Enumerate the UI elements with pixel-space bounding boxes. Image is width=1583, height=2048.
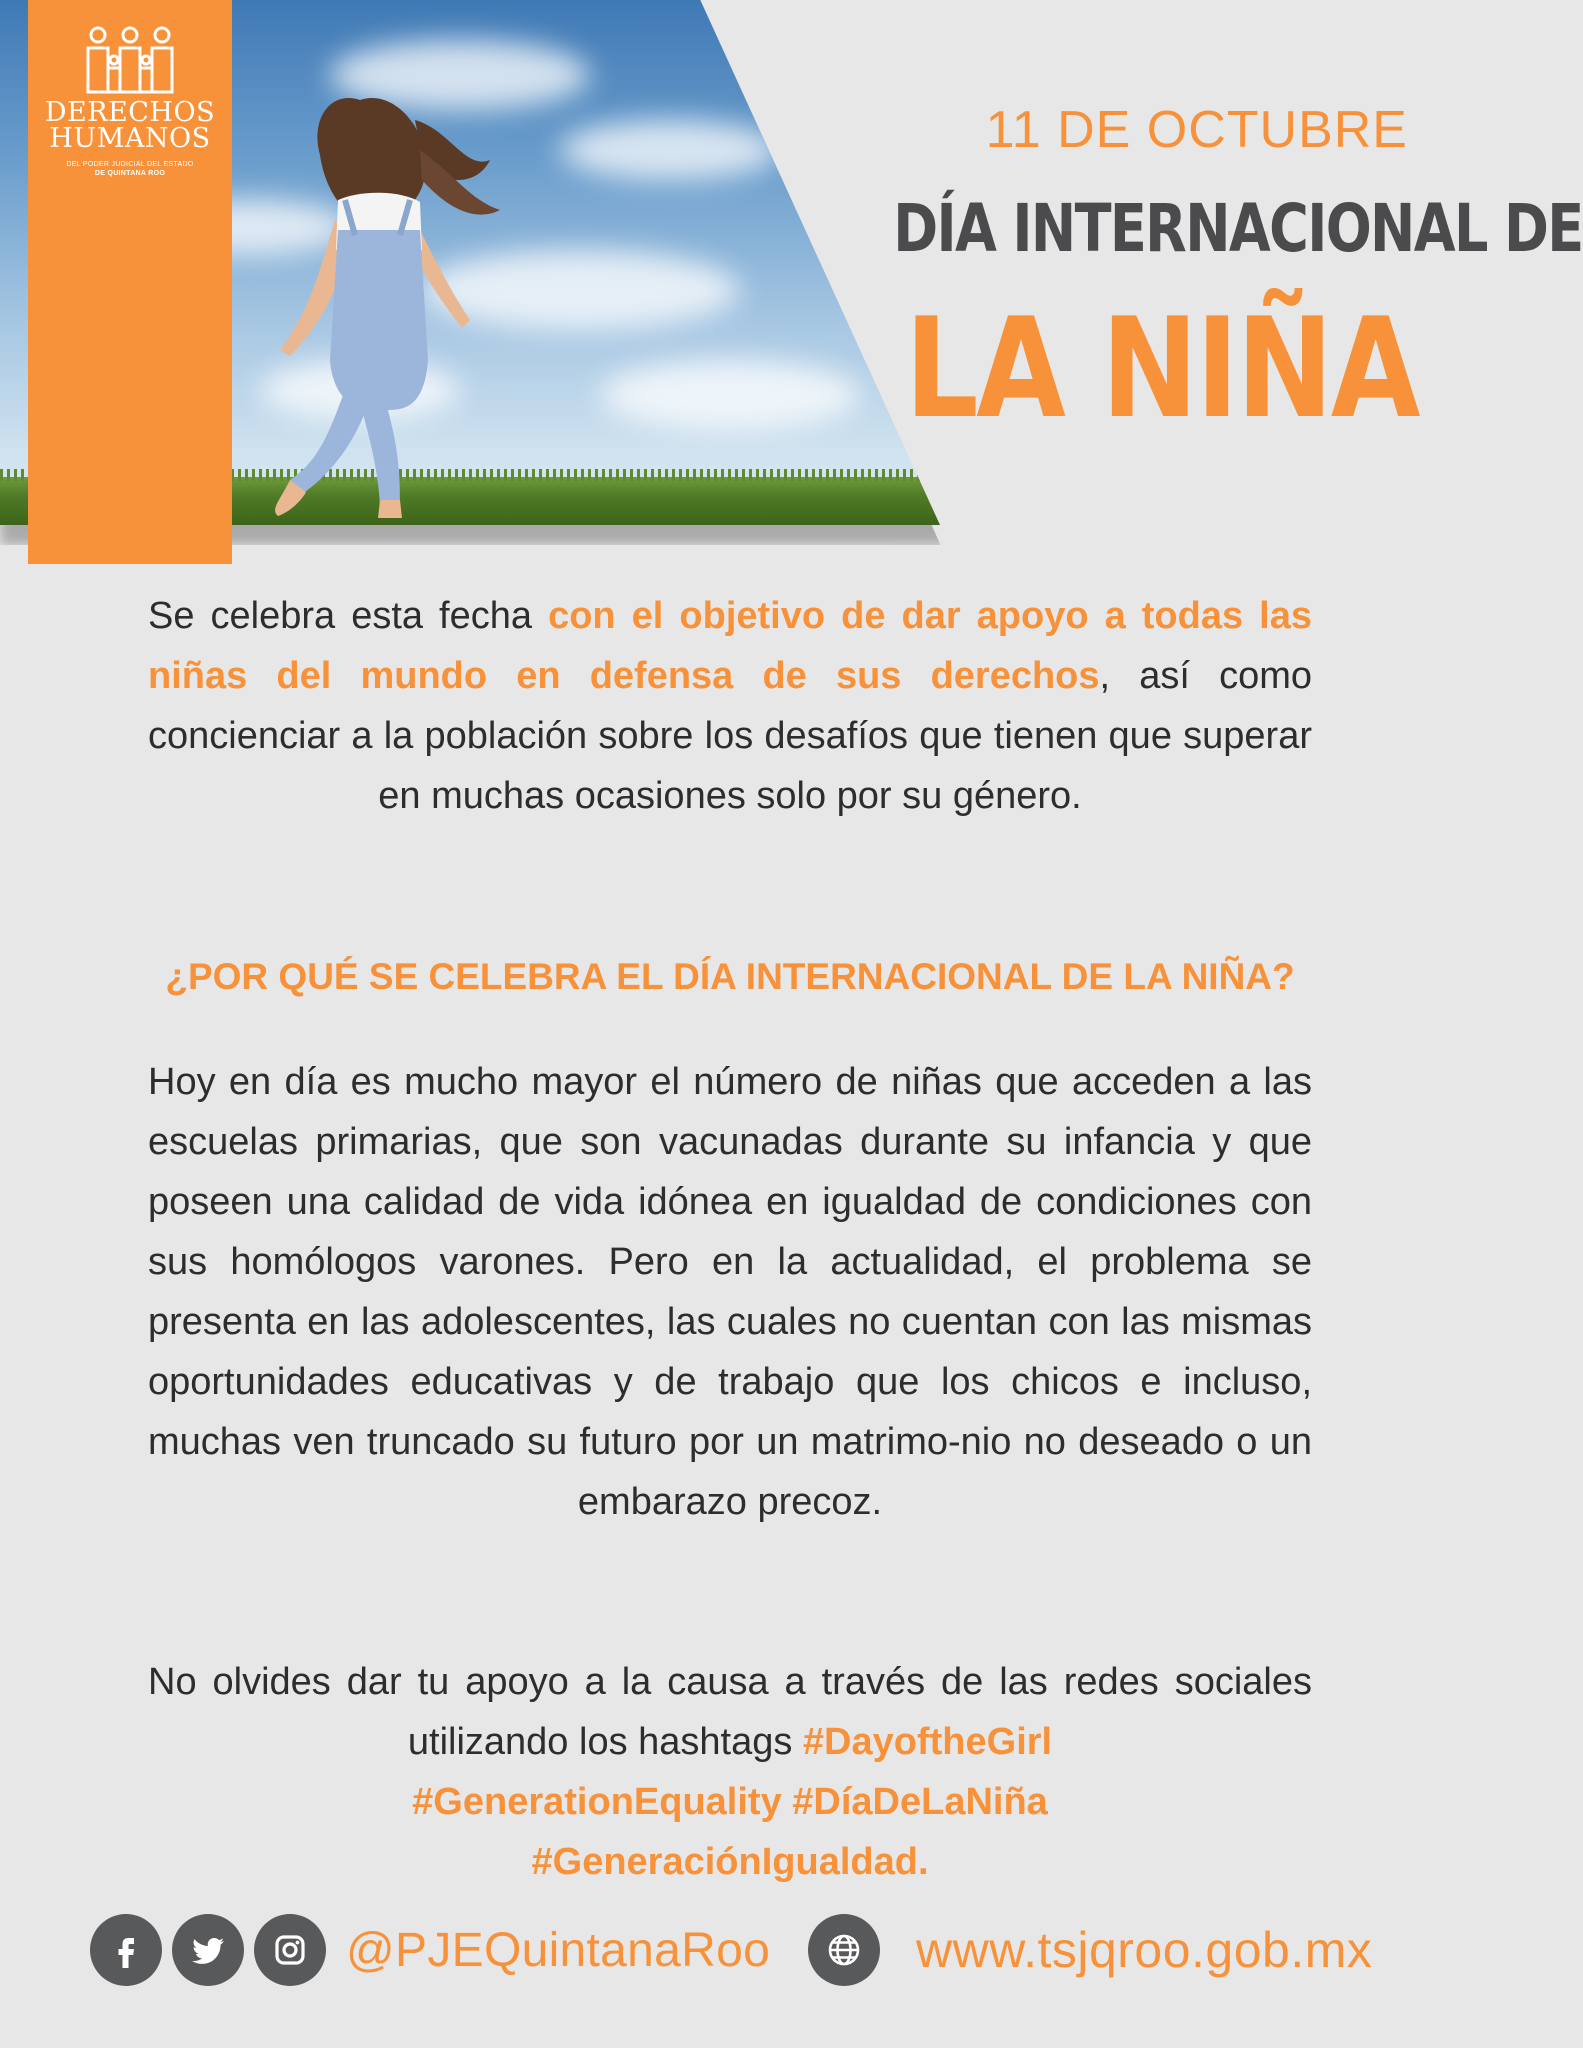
facebook-icon[interactable] xyxy=(90,1914,162,1986)
section-heading: ¿POR QUÉ SE CELEBRA EL DÍA INTERNACIONAL DE LA NIÑA? xyxy=(165,956,1295,997)
logo-title: DERECHOS HUMANOS xyxy=(44,97,216,154)
globe-icon xyxy=(808,1914,880,1986)
closing-text: No olvides dar tu apoyo a la causa a través de las redes sociales utilizando los hashtags xyxy=(148,1661,1312,1763)
social-links xyxy=(90,1912,770,1988)
hashtag-dialanina[interactable]: #DíaDeLaNiña xyxy=(792,1781,1048,1823)
social-handle[interactable]: @PJEQuintanaRoo xyxy=(346,1923,771,1977)
logo-family-icon xyxy=(84,26,176,96)
running-girl-image xyxy=(250,60,520,520)
hashtag-generationequality[interactable]: #GenerationEquality xyxy=(412,1781,782,1823)
intro-rest: , así como concienciar a la población sobre los desafíos que tienen que superar en muchas ocasiones solo por su género. xyxy=(148,655,1312,817)
website-link xyxy=(808,1912,1372,1988)
website-url[interactable]: www.tsjqroo.gob.mx xyxy=(916,1922,1373,1978)
hashtag-dayofthegirl[interactable]: #DayoftheGirl xyxy=(802,1721,1053,1763)
twitter-icon[interactable] xyxy=(172,1914,244,1986)
title-line-1: DÍA INTERNACIONAL DE xyxy=(893,190,1583,267)
hashtag-line-2 xyxy=(148,1832,1312,1892)
instagram-icon[interactable] xyxy=(254,1914,326,1986)
closing-paragraph xyxy=(148,1652,1312,1772)
intro-paragraph xyxy=(148,586,1312,826)
title-line-2: LA NIÑA xyxy=(904,288,1418,449)
hashtag-line xyxy=(148,1772,1312,1832)
logo-band xyxy=(28,0,232,564)
logo-subtitle: DEL PODER JUDICIAL DEL ESTADO DE QUINTANA ROO xyxy=(66,161,194,177)
intro-lead: Se celebra esta fecha xyxy=(148,595,549,637)
intro-highlight: con el objetivo de dar apoyo a todas las niñas del mundo en defensa de sus derechos xyxy=(148,595,1312,697)
hashtag-generacionigualdad[interactable]: #GeneraciónIgualdad. xyxy=(531,1841,929,1883)
date-heading: 11 DE OCTUBRE xyxy=(985,101,1408,159)
section-body: Hoy en día es mucho mayor el número de niñas que acceden a las escuelas primarias, que son vacunadas durante su infancia y que poseen una calidad de vida idónea en igualdad de condiciones con sus homólogos varones. Pero en la actualidad, el problema se presenta en las adolescentes, las cuales no cuentan con las mismas oportunidades educativas y de trabajo que los chicos e incluso, muchas ven truncado su futuro por un matrimo-nio no deseado o un embarazo precoz. xyxy=(148,1061,1312,1523)
